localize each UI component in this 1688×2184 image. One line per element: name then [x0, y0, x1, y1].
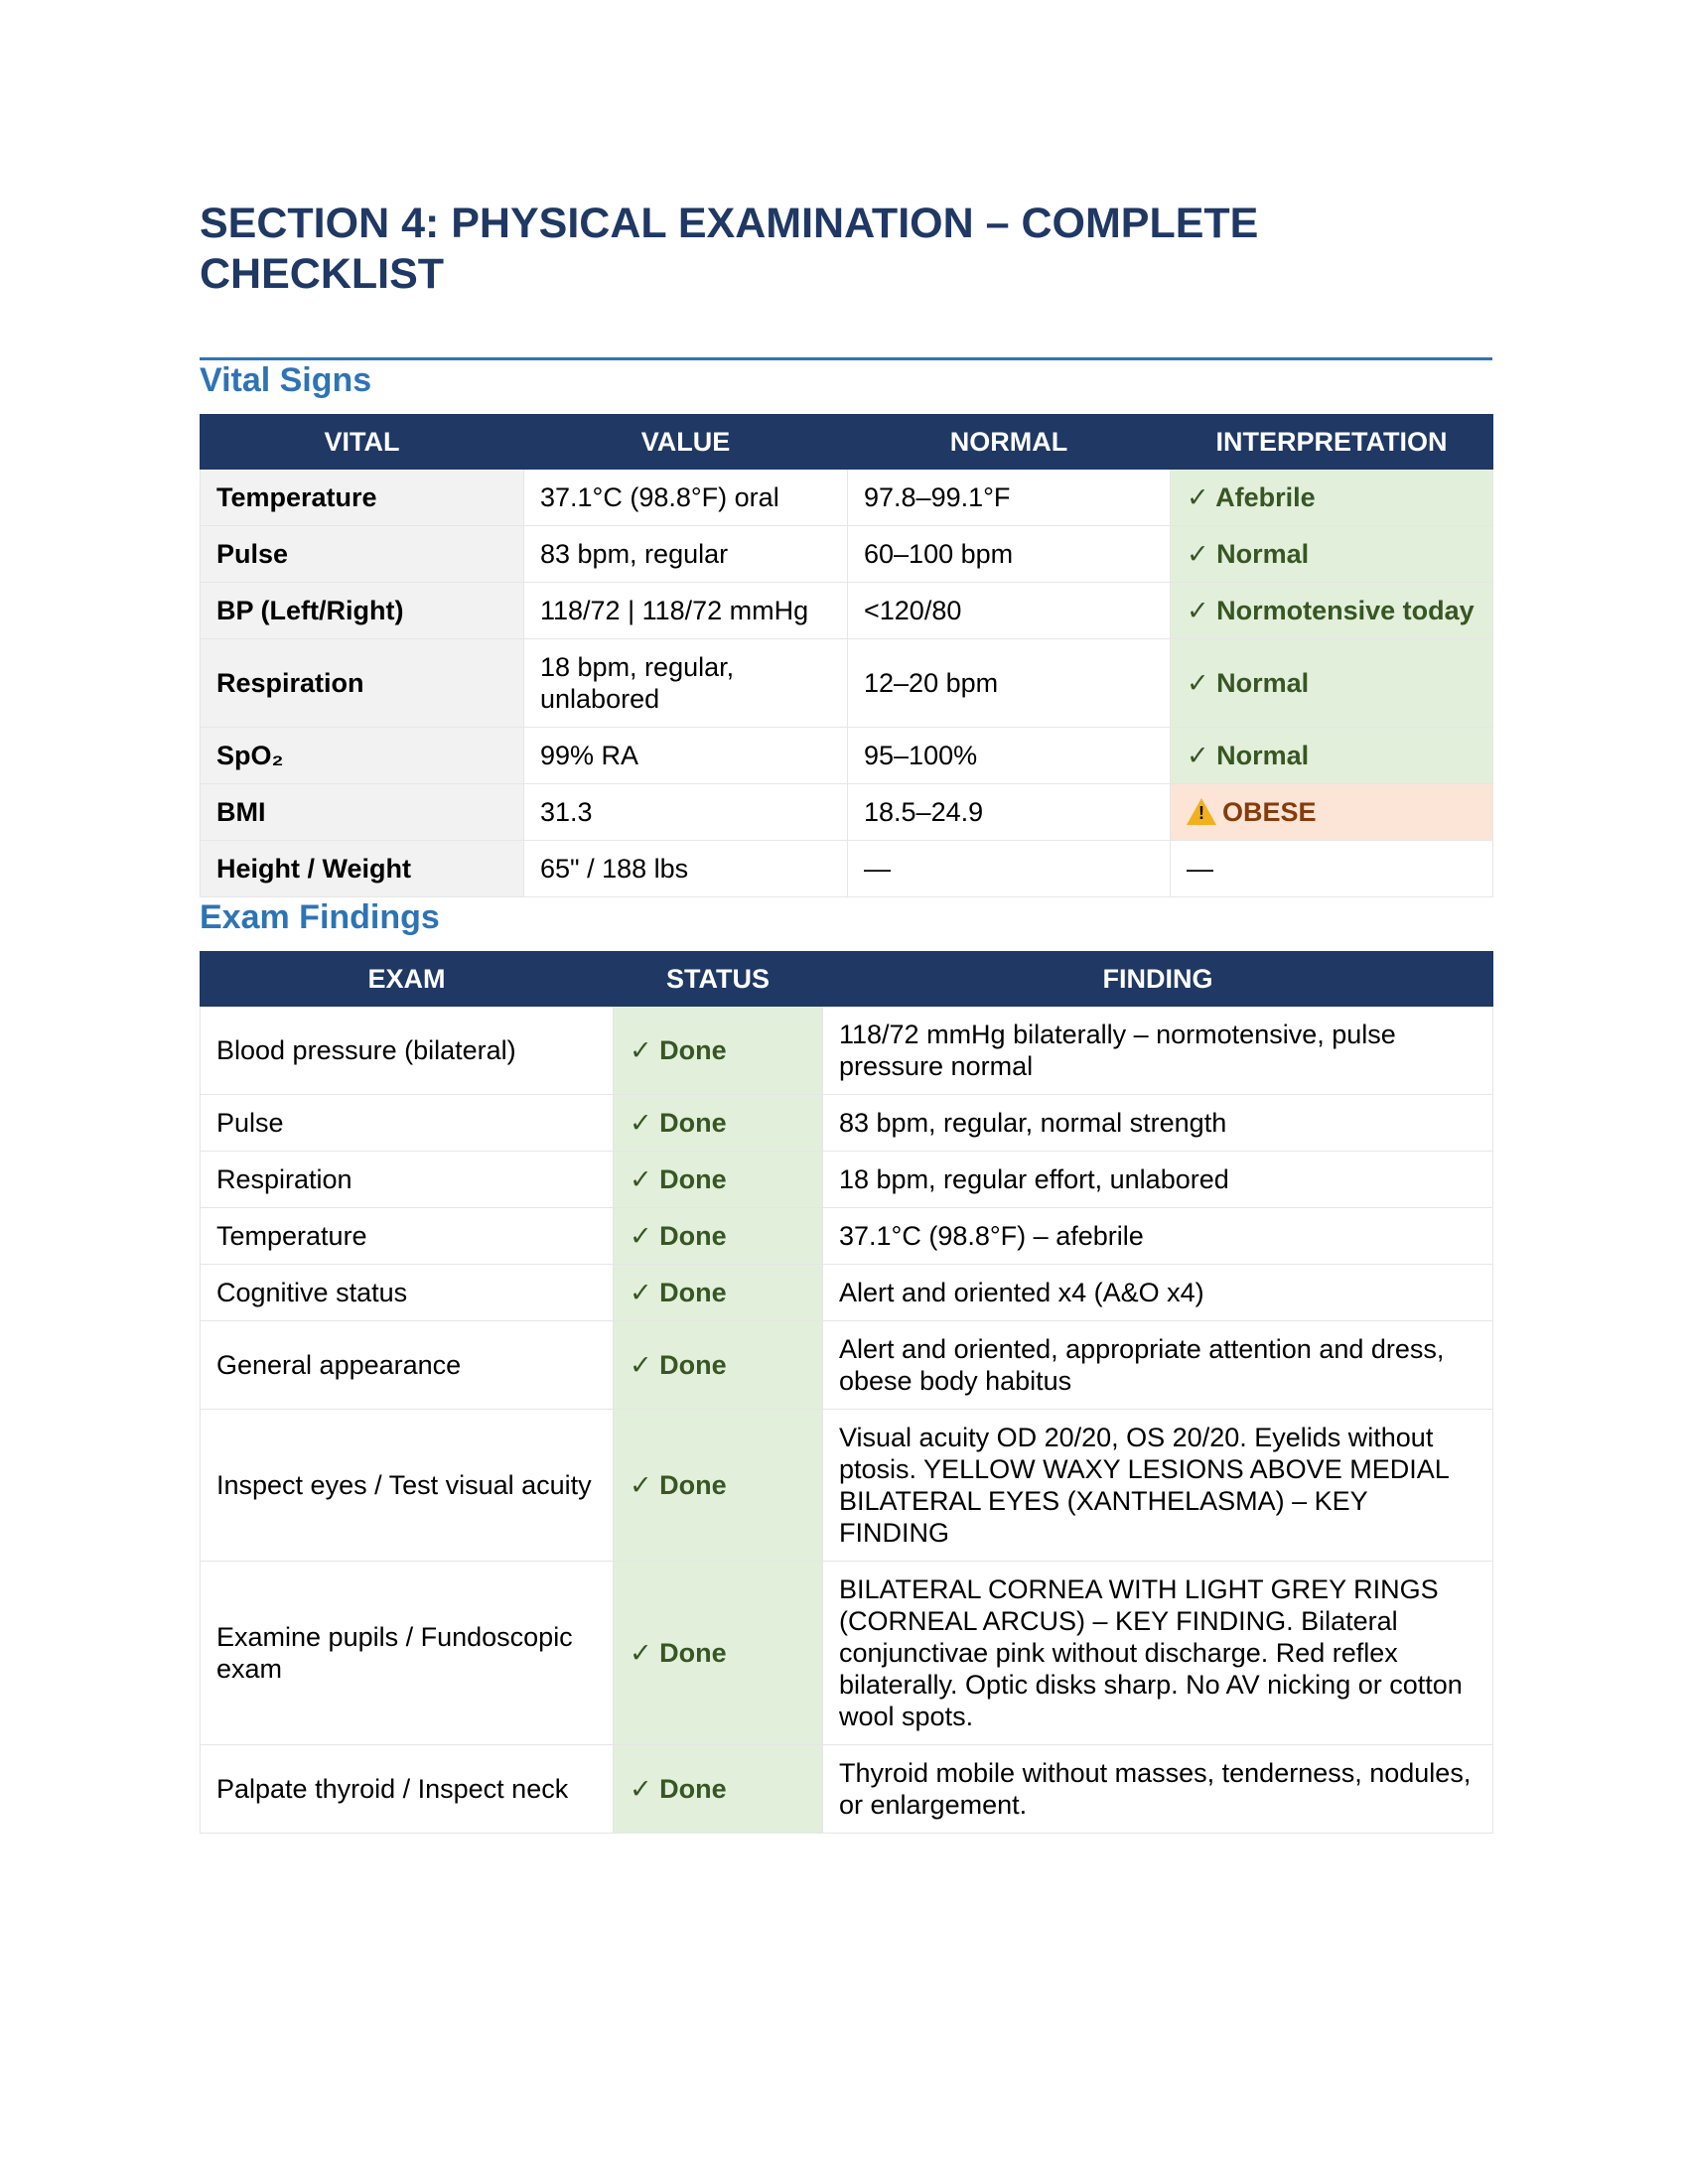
exam-finding: 37.1°C (98.8°F) – afebrile [823, 1208, 1493, 1265]
exam-name: Palpate thyroid / Inspect neck [201, 1745, 614, 1834]
exam-status-badge: ✓ Done [614, 1745, 823, 1834]
exam-name: Examine pupils / Fundoscopic exam [201, 1562, 614, 1745]
column-header-vital: VITAL [201, 415, 524, 470]
vital-name: Height / Weight [201, 841, 524, 897]
column-header-finding: FINDING [823, 952, 1493, 1007]
vital-value: 31.3 [524, 784, 848, 841]
vital-signs-heading: Vital Signs [200, 361, 372, 399]
interpretation-text: ✓ Afebrile [1187, 482, 1316, 512]
interpretation-text: ✓ Normal [1187, 741, 1310, 770]
exam-findings-heading: Exam Findings [200, 898, 440, 936]
exam-status-badge: ✓ Done [614, 1208, 823, 1265]
vital-interpretation [1171, 470, 1493, 526]
vital-row [201, 728, 1493, 784]
exam-findings-header-row [201, 952, 1493, 1007]
vital-row [201, 583, 1493, 639]
vital-name: SpO₂ [201, 728, 524, 784]
vital-interpretation [1171, 728, 1493, 784]
exam-finding: Thyroid mobile without masses, tenderness, nodules, or enlargement. [823, 1745, 1493, 1834]
exam-row [201, 1562, 1493, 1745]
vital-interpretation [1171, 784, 1493, 841]
exam-row [201, 1410, 1493, 1562]
interpretation-text: OBESE [1222, 797, 1317, 827]
exam-finding: BILATERAL CORNEA WITH LIGHT GREY RINGS (CORNEAL ARCUS) – KEY FINDING. Bilateral conjunctivae pink without discharge. Red reflex bilaterally. Optic disks sharp. No AV nicking or cotton wool spots. [823, 1562, 1493, 1745]
exam-status-badge: ✓ Done [614, 1562, 823, 1745]
vital-value: 37.1°C (98.8°F) oral [524, 470, 848, 526]
vital-normal-range: <120/80 [848, 583, 1171, 639]
exam-name: General appearance [201, 1321, 614, 1410]
column-header-exam: EXAM [201, 952, 614, 1007]
exam-row [201, 1745, 1493, 1834]
exam-row [201, 1208, 1493, 1265]
column-header-interpretation: INTERPRETATION [1171, 415, 1493, 470]
vital-interpretation [1171, 583, 1493, 639]
vital-row [201, 841, 1493, 897]
exam-finding: Visual acuity OD 20/20, OS 20/20. Eyelids without ptosis. YELLOW WAXY LESIONS ABOVE MEDIAL BILATERAL EYES (XANTHELASMA) – KEY FINDING [823, 1410, 1493, 1562]
vital-value: 18 bpm, regular, unlabored [524, 639, 848, 728]
vital-name: Respiration [201, 639, 524, 728]
exam-status-badge: ✓ Done [614, 1410, 823, 1562]
exam-finding: 18 bpm, regular effort, unlabored [823, 1152, 1493, 1208]
exam-findings-table [200, 951, 1493, 1834]
column-header-status: STATUS [614, 952, 823, 1007]
interpretation-text: ✓ Normotensive today [1187, 596, 1475, 625]
vital-normal-range: 60–100 bpm [848, 526, 1171, 583]
vital-row [201, 784, 1493, 841]
exam-finding: Alert and oriented, appropriate attention and dress, obese body habitus [823, 1321, 1493, 1410]
exam-name: Inspect eyes / Test visual acuity [201, 1410, 614, 1562]
exam-finding: 118/72 mmHg bilaterally – normotensive, pulse pressure normal [823, 1007, 1493, 1095]
vital-signs-table [200, 414, 1493, 897]
vital-normal-range: 97.8–99.1°F [848, 470, 1171, 526]
interpretation-text: — [1187, 854, 1213, 884]
column-header-normal: NORMAL [848, 415, 1171, 470]
exam-row [201, 1095, 1493, 1152]
warning-icon [1187, 798, 1216, 825]
vital-name: Temperature [201, 470, 524, 526]
exam-name: Pulse [201, 1095, 614, 1152]
exam-row [201, 1321, 1493, 1410]
interpretation-text: ✓ Normal [1187, 539, 1310, 569]
vital-normal-range: 12–20 bpm [848, 639, 1171, 728]
vital-normal-range: 95–100% [848, 728, 1171, 784]
column-header-value: VALUE [524, 415, 848, 470]
vital-value: 83 bpm, regular [524, 526, 848, 583]
section-title: SECTION 4: PHYSICAL EXAMINATION – COMPLETE CHECKLIST [200, 200, 1259, 298]
vital-row [201, 470, 1493, 526]
document-page [200, 199, 1492, 1834]
exam-name: Blood pressure (bilateral) [201, 1007, 614, 1095]
exam-row [201, 1007, 1493, 1095]
vital-interpretation [1171, 526, 1493, 583]
exam-status-badge: ✓ Done [614, 1152, 823, 1208]
exam-name: Temperature [201, 1208, 614, 1265]
exam-finding: 83 bpm, regular, normal strength [823, 1095, 1493, 1152]
vital-signs-body [201, 470, 1493, 897]
exam-name: Respiration [201, 1152, 614, 1208]
vital-value: 99% RA [524, 728, 848, 784]
exam-status-badge: ✓ Done [614, 1321, 823, 1410]
vital-interpretation [1171, 841, 1493, 897]
vital-value: 118/72 | 118/72 mmHg [524, 583, 848, 639]
vital-name: BMI [201, 784, 524, 841]
exam-row [201, 1265, 1493, 1321]
vital-name: Pulse [201, 526, 524, 583]
exam-finding: Alert and oriented x4 (A&O x4) [823, 1265, 1493, 1321]
vital-value: 65" / 188 lbs [524, 841, 848, 897]
vital-row [201, 639, 1493, 728]
exam-status-badge: ✓ Done [614, 1265, 823, 1321]
exam-name: Cognitive status [201, 1265, 614, 1321]
vital-normal-range: — [848, 841, 1171, 897]
vital-interpretation [1171, 639, 1493, 728]
vital-row [201, 526, 1493, 583]
vital-normal-range: 18.5–24.9 [848, 784, 1171, 841]
interpretation-text: ✓ Normal [1187, 668, 1310, 698]
exam-findings-body [201, 1007, 1493, 1834]
exam-status-badge: ✓ Done [614, 1095, 823, 1152]
vital-signs-header-row [201, 415, 1493, 470]
exam-status-badge: ✓ Done [614, 1007, 823, 1095]
vital-name: BP (Left/Right) [201, 583, 524, 639]
exam-row [201, 1152, 1493, 1208]
